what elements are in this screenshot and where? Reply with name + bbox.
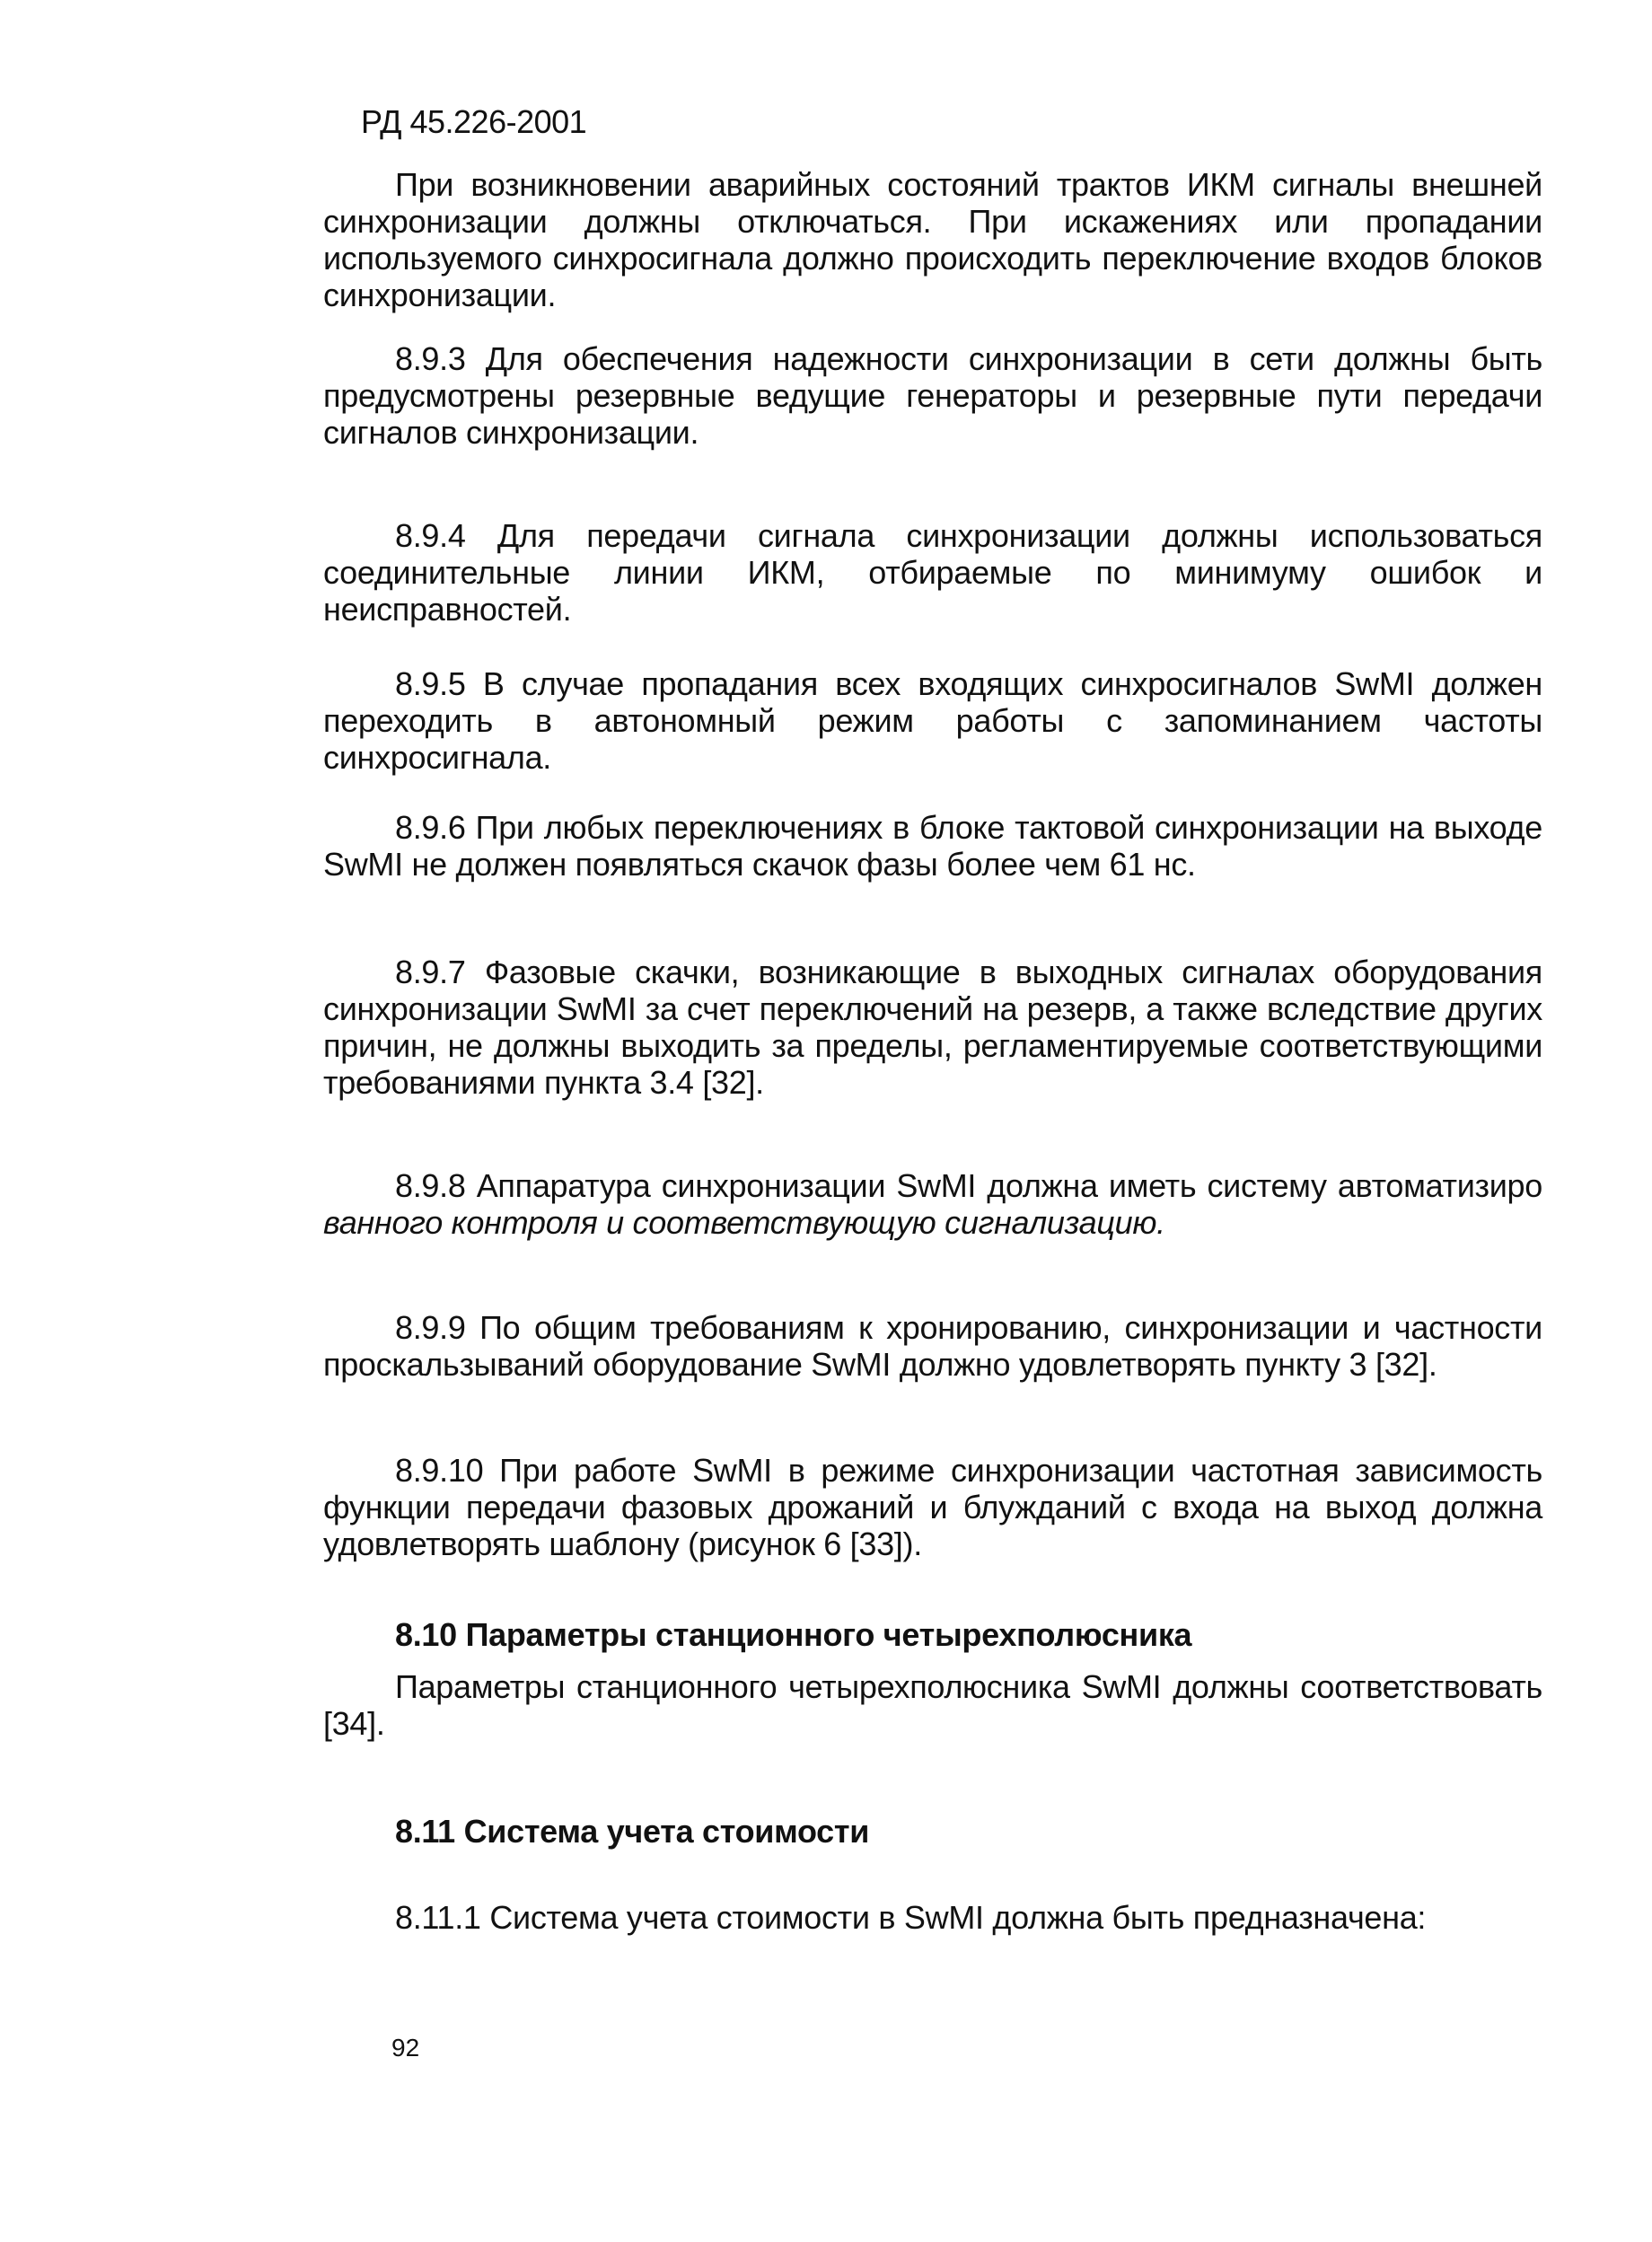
paragraph-8-9-7: 8.9.7 Фазовые скачки, возникающие в выходных сигналах оборудования синхронизации SwMI за счет переключений на резерв, а также вследствие других причин, не должны выходить за пределы, регламентируемые соответствующими требованиями пункта 3.4 [32]. xyxy=(323,954,1542,1101)
paragraph-8-9-3: 8.9.3 Для обеспечения надежности синхронизации в сети должны быть предусмотрены резервные ведущие генераторы и резервные пути передачи сигналов синхронизации. xyxy=(323,340,1542,451)
paragraph-8-9-6: 8.9.6 При любых переключениях в блоке тактовой синхронизации на выходе SwMI не должен появляться скачок фазы более чем 61 нс. xyxy=(323,809,1542,883)
section-heading-8-11: 8.11 Система учета стоимости xyxy=(395,1813,870,1850)
section-heading-8-10: 8.10 Параметры станционного четырехполюсника xyxy=(395,1616,1192,1653)
document-id-header: РД 45.226-2001 xyxy=(361,103,587,140)
paragraph-8-11-1: 8.11.1 Система учета стоимости в SwMI должна быть предназначена: xyxy=(395,1899,1427,1936)
paragraph-8-9-9: 8.9.9 По общим требованиям к хронированию, синхронизации и частности проскальзываний оборудование SwMI должно удовлетворять пункту 3 [32]. xyxy=(323,1309,1542,1383)
paragraph-8-9-8 xyxy=(323,1167,1542,1241)
paragraph-8-9-4: 8.9.4 Для передачи сигнала синхронизации должны использоваться соединительные линии ИКМ, отбираемые по минимуму ошибок и неисправностей. xyxy=(323,517,1542,628)
paragraph-8-9-8-line2: ванного контроля и соответствующую сигнализацию. xyxy=(323,1204,1165,1241)
paragraph-8-10: Параметры станционного четырехполюсника SwMI должны соответствовать [34]. xyxy=(323,1668,1542,1742)
paragraph-8-9-8-line1: 8.9.8 Аппаратура синхронизации SwMI должна иметь систему автоматизиро xyxy=(395,1167,1542,1204)
paragraph-8-9-5: 8.9.5 В случае пропадания всех входящих синхросигналов SwMI должен переходить в автономный режим работы с запоминанием частоты синхросигнала. xyxy=(323,665,1542,776)
paragraph-intro: При возникновении аварийных состояний трактов ИКМ сигналы внешней синхронизации должны отключаться. При искажениях или пропадании используемого синхросигнала должно происходить переключение входов блоков синхронизации. xyxy=(323,166,1542,313)
page-number: 92 xyxy=(391,2034,420,2062)
paragraph-8-9-10: 8.9.10 При работе SwMI в режиме синхронизации частотная зависимость функции передачи фазовых дрожаний и блужданий с входа на выход должна удовлетворять шаблону (рисунок 6 [33]). xyxy=(323,1452,1542,1562)
